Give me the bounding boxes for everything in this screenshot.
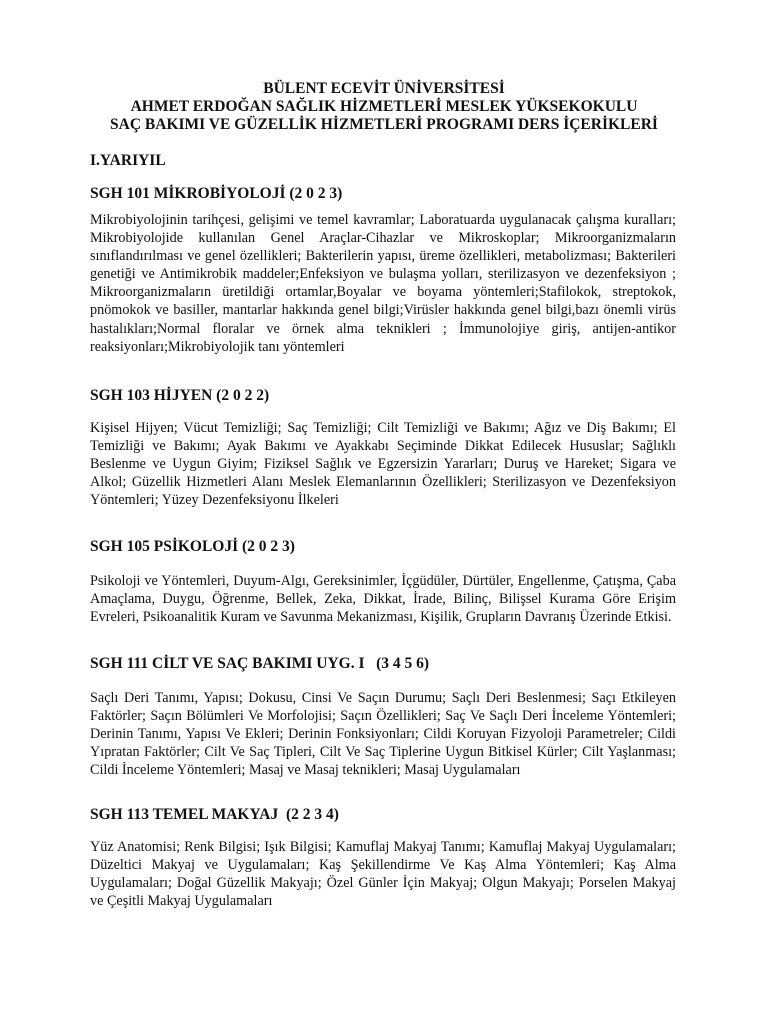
school-name: AHMET ERDOĞAN SAĞLIK HİZMETLERİ MESLEK YÜKSEKOKULU [130,98,638,115]
course-content-sgh111: Saçlı Deri Tanımı, Yapısı; Dokusu, Cinsi Ve Saçın Durumu; Saçlı Deri Beslenmesi; Saçı Etkileyen Faktörler; Saçın Bölümleri Ve Morfolojisi; Saçın Özellikleri; Saç Ve Saçlı Deri İnceleme Yöntemleri; Derinin Tanımı, Yapısı Ve Ekleri; Derinin Fonksiyonları; Cildi Koruyan Fizyoloji Parametreler; Cildi Yıpratan Faktörler; Cilt Ve Saç Tipleri, Cilt Ve Saç Tiplerine Uygun Bitkisel Kürler; Cilt Yaşlanması; Cildi İnceleme Yöntemleri; Masaj ve Masaj teknikleri; Masaj Uygulamaları [90,690,676,779]
course-title-sgh101: SGH 101 MİKROBİYOLOJİ (2 0 2 3) [90,185,343,202]
course-title-sgh103: SGH 103 HİJYEN (2 0 2 2) [90,387,270,404]
program-title: SAÇ BAKIMI VE GÜZELLİK HİZMETLERİ PROGRAMI DERS İÇERİKLERİ [110,116,658,133]
course-content-sgh113: Yüz Anatomisi; Renk Bilgisi; Işık Bilgisi; Kamuflaj Makyaj Tanımı; Kamuflaj Makyaj Uygulamaları; Düzeltici Makyaj ve Uygulamaları; Kaş Şekillendirme Ve Kaş Alma Yöntemleri; Kaş Alma Uygulamaları; Doğal Güzellik Makyajı; Özel Günler İçin Makyaj; Olgun Makyajı; Porselen Makyaj ve Çeşitli Makyaj Uygulamaları [90,839,676,910]
course-content-sgh101: Mikrobiyolojinin tarihçesi, gelişimi ve temel kavramlar; Laboratuarda uygulanacak çalışma kuralları; Mikrobiyolojide kullanılan Genel Araçlar-Cihazlar ve Mikroskoplar; Mikroorganizmaların sınıflandırılması ve genel özellikleri; Bakterilerin yapısı, üreme özellikleri, metabolizması; Bakterileri genetiği ve Antimikrobik maddeler;Enfeksiyon ve bulaşma yolları, sterilizasyon ve dezenfeksiyon ; Mikroorganizmaların üretildiği ortamlar,Boyalar ve boyama yöntemleri;Stafilokok, streptokok, pnömokok ve basiller, mantarlar hakkında genel bilgi;Virüsler hakkında genel bilgi,bazı önemli virüs hastalıkları;Normal floralar ve örnek alma teknikleri ; İmmunolojiye giriş, antijen-antikor reaksiyonları;Mikrobiyolojik tanı yöntemleri [90,212,676,355]
course-title-sgh113: SGH 113 TEMEL MAKYAJ (2 2 3 4) [90,806,339,823]
course-title-sgh111: SGH 111 CİLT VE SAÇ BAKIMI UYG. I (3 4 5 6) [90,655,430,672]
course-title-sgh105: SGH 105 PSİKOLOJİ (2 0 2 3) [90,538,295,555]
university-name: BÜLENT ECEVİT ÜNİVERSİTESİ [263,80,505,97]
document-header [60,80,708,134]
semester-heading: I.YARIYIL [90,152,166,169]
course-content-sgh105: Psikoloji ve Yöntemleri, Duyum-Algı, Gereksinimler, İçgüdüler, Dürtüler, Engellenme, Çatışma, Çaba Amaçlama, Duygu, Öğrenme, Bellek, Zeka, Dikkat, İrade, Bilinç, Bilişsel Kurama Göre Erişim Evreleri, Psikoanalitik Kuram ve Savunma Mekanizması, Kişilik, Grupların Davranış Üzerinde Etkisi. [90,573,676,626]
course-content-sgh103: Kişisel Hijyen; Vücut Temizliği; Saç Temizliği; Cilt Temizliği ve Bakımı; Ağız ve Diş Bakımı; El Temizliği ve Bakımı; Ayak Bakımı ve Ayakkabı Seçiminde Dikkat Edilecek Hususlar; Sağlıklı Beslenme ve Uygun Giyim; Fiziksel Sağlık ve Egzersizin Yararları; Duruş ve Hareket; Sigara ve Alkol; Güzellik Hizmetleri Alanı Meslek Elemanlarının Özellikleri; Sterilizasyon ve Dezenfeksiyon Yöntemleri; Yüzey Dezenfeksiyonu İlkeleri [90,420,676,509]
